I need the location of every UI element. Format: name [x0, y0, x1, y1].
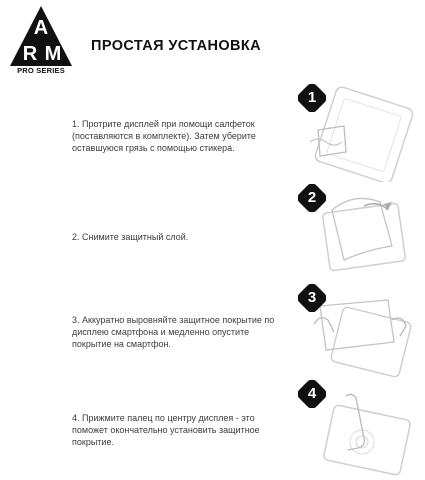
- step-1-text: 1. Протрите дисплей при помощи салфеток (поставляются в комплекте). Затем уберите оставшуюся грязь с помощью стикера.: [72, 119, 256, 153]
- step-3-text: 3. Аккуратно выровняйте защитное покрытие по дисплею смартфона и медленно опустите покрытие на смартфон.: [72, 315, 275, 349]
- step-2-text: 2. Снимите защитный слой.: [72, 232, 189, 242]
- page-title: ПРОСТАЯ УСТАНОВКА: [91, 38, 262, 54]
- step-3-number: 3: [307, 289, 317, 306]
- step-1-number: 1: [307, 89, 317, 106]
- step-4-text: 4. Прижмите палец по центру дисплея - это поможет окончательно установить защитное покрытие.: [72, 413, 260, 447]
- logo-letter-r: R: [22, 43, 38, 65]
- logo-letter-a: A: [33, 17, 49, 39]
- step-2-number: 2: [307, 189, 317, 206]
- logo-letter-m: M: [44, 43, 62, 65]
- brand-subtitle: PRO SERIES: [17, 66, 65, 75]
- step-4-number: 4: [307, 385, 317, 402]
